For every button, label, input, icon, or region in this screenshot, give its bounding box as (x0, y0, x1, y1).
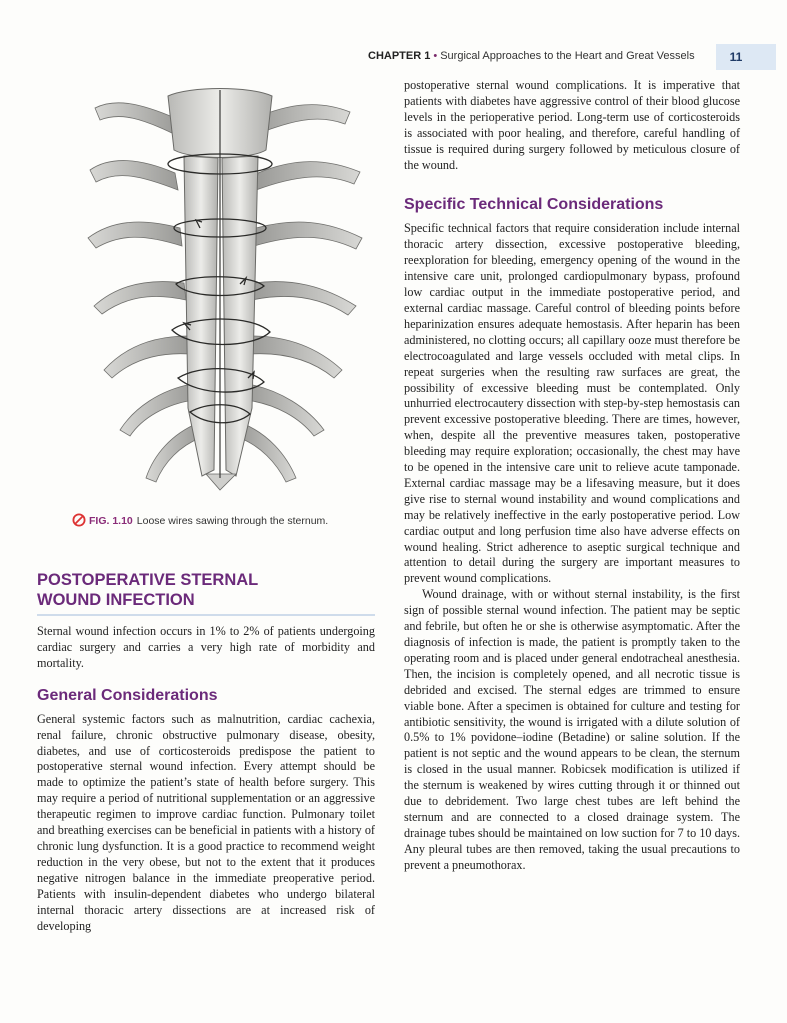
page-number-band (716, 44, 776, 70)
no-symbol-icon (72, 513, 86, 527)
specific-technical-heading: Specific Technical Considerations (404, 196, 664, 214)
figure-caption (72, 513, 382, 527)
bullet-separator: • (433, 50, 438, 62)
section-intro: Sternal wound infection occurs in 1% to 2% of patients undergoing cardiac surgery and carries a very high rate of morbidity and mortality. (37, 624, 375, 670)
section-title (37, 570, 375, 610)
sternum-wire-illustration (80, 78, 380, 506)
page-header (0, 44, 787, 70)
figure-caption-text: Loose wires sawing through the sternum. (136, 515, 329, 527)
left-column (37, 570, 375, 934)
section-title-rule (37, 614, 375, 616)
general-considerations-paragraph: General systemic factors such as malnutrition, cardiac cachexia, renal failure, chronic obstructive pulmonary disease, obesity, diabetes, and use of corticosteroids predispose the patient to postoperative sternal wound infection. Every attempt should be made to optimize the patient’s state of health before surgery. This may require a period of nutritional supplementation or an aggressive therapeutic regimen to improve cardiac function. Pulmonary toilet and breathing exercises can be beneficial in patients with a history of chronic lung dysfunction. It is a good practice to recommend weight reduction in the very obese, but not to the extent that it produces negative nitrogen balance in the immediate preoperative period. Patients with insulin-dependent diabetes who undergo bilateral internal thoracic artery dissections are at increased risk of developing (37, 711, 375, 933)
specific-technical-paragraph-1: Specific technical factors that require consideration include internal thoracic artery dissection, excessive postoperative bleeding, reexploration for bleeding, emergency opening of the wound in the intensive care unit, prolonged cardiopulmonary bypass, profound low cardiac output in the immediate postoperative period, and external cardiac massage. Careful control of bleeding points before heparinization ensures adequate hemostasis. After heparin has been administered, no clotting occurs; all capillary ooze must therefore be electrocoagulated and large vessels occluded with metal clips. In repeat surgeries when the resulting raw surfaces are great, the possibility of excessive bleeding must be contemplated. Only unhurried electrocautery dissection with step-by-step hemostasis can prevent excessive postoperative bleeding. There are times, however, when, despite all the preventive measures taken, postoperative bleeding may require exploration; occasionally, the chest may have to be opened in the intensive care unit to relieve acute tamponade. External cardiac massage may be a lifesaving measure, but it does give rise to sternal wound instability and wound complications and may be relatively ineffective in the early postoperative period. Low cardiac output and long perfusion time also have adverse effects on wound healing. Strict adherence to aseptic surgical technique and attention to detail during the surgery are important measures to prevent wound complications. (404, 221, 740, 586)
figure-label: FIG. 1.10 (89, 515, 133, 527)
sternum-ribs-drawing (80, 78, 380, 506)
page-number: 11 (729, 50, 743, 64)
chapter-number: CHAPTER 1 (368, 50, 431, 62)
running-head (368, 50, 695, 62)
general-considerations-heading: General Considerations (37, 686, 218, 704)
section-title-line1: POSTOPERATIVE STERNAL (37, 571, 259, 589)
specific-technical-paragraph-2: Wound drainage, with or without sternal instability, is the first sign of possible sternal wound infection. The patient may be septic and febrile, but often he or she is otherwise asymptomatic. After the diagnosis of infection is made, the patient is promptly taken to the operating room and is placed under general endotracheal anesthesia. Then, the incision is completely opened, and all necrotic tissue is debrided and excised. The sternal edges are trimmed to ensure viable bone. After a specimen is obtained for culture and testing for antibiotic sensitivity, the wound is irrigated with a dilute solution of 0.5% to 1% povidone–iodine (Betadine) or saline solution. If the patient is not septic and the wound appears to be clean, the sternum is closed in the usual manner. Robicsek modification is utilized if the sternum is weakened by wires cutting through it or thinned out due to debridement. Two large chest tubes are left behind the sternum and are connected to a closed drainage system. The drainage tubes should be maintained on low suction for 7 to 10 days. Any pleural tubes are then removed, taking the usual precautions to prevent a pneumothorax. (404, 587, 740, 872)
section-title-line2: WOUND INFECTION (37, 591, 195, 609)
chapter-title: Surgical Approaches to the Heart and Great Vessels (440, 50, 695, 62)
right-column (404, 78, 740, 874)
general-considerations-continued: postoperative sternal wound complications. It is imperative that patients with diabetes have aggressive control of their blood glucose levels in the perioperative period. Long-term use of corticosteroids is associated with poor healing, and therefore, careful handling of tissue is required during surgery followed by meticulous closure of the wound. (404, 78, 740, 172)
